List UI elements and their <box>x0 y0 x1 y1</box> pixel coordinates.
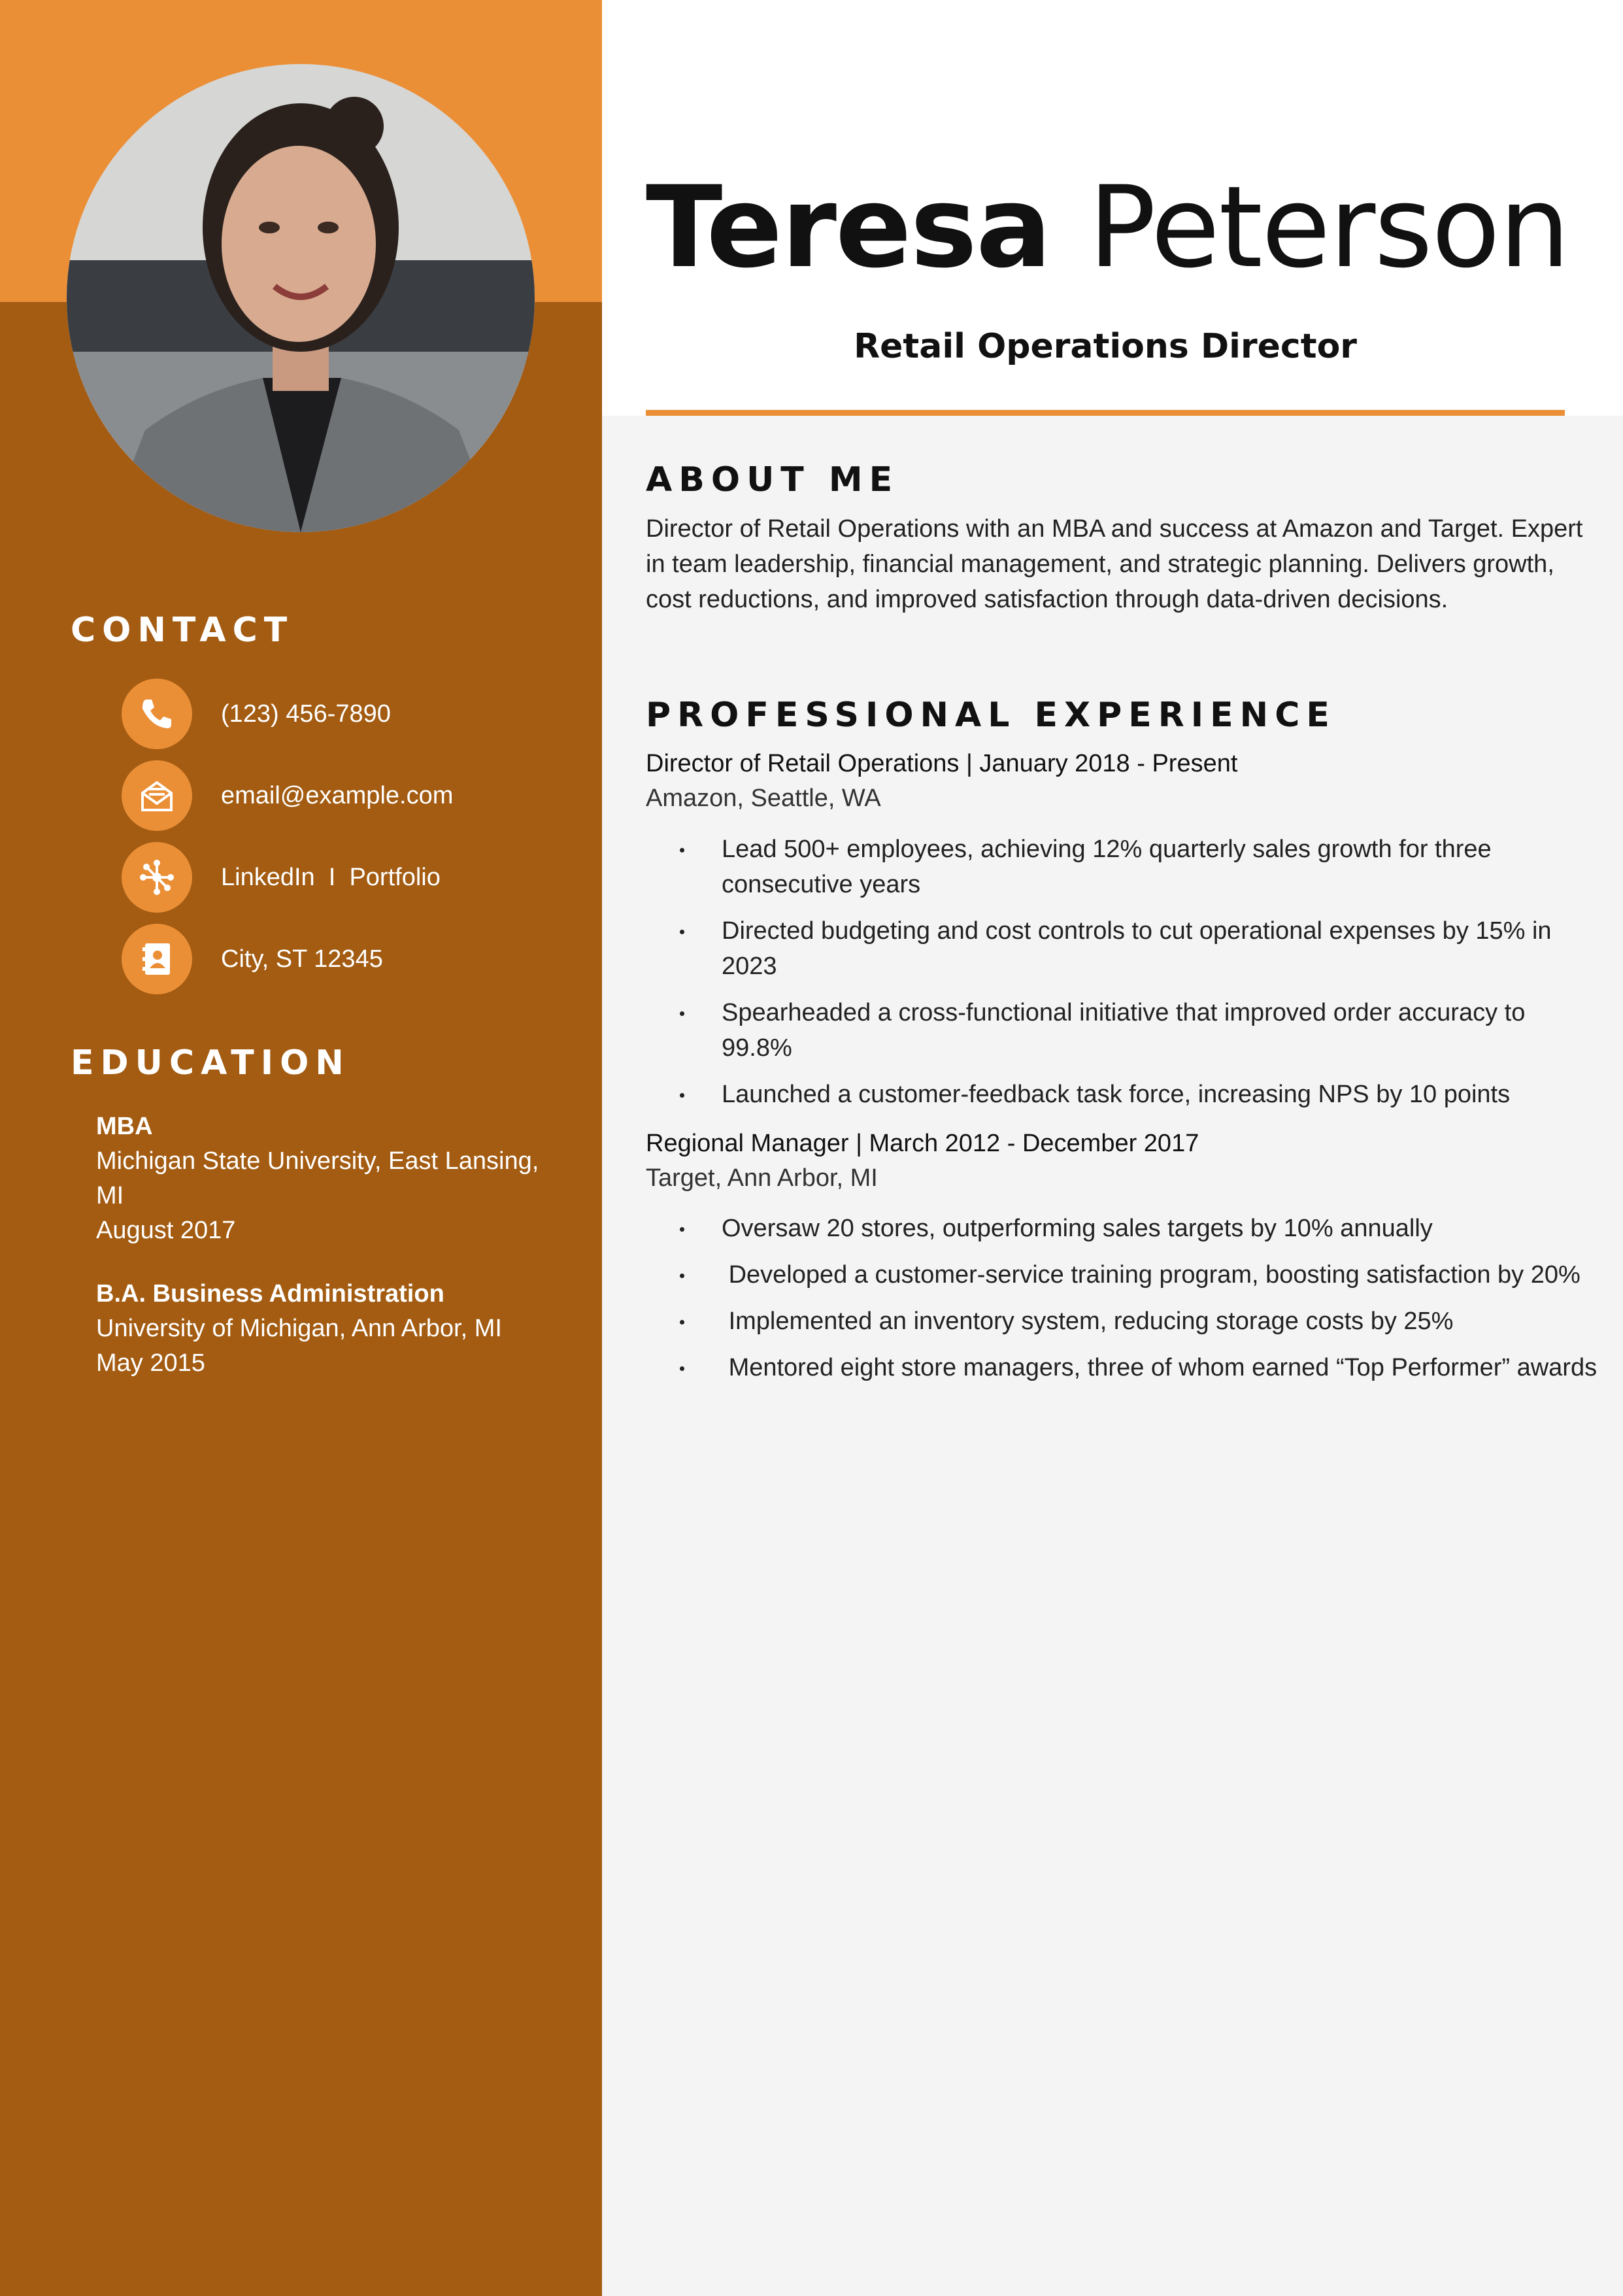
email-icon <box>122 760 192 831</box>
bullet-dot <box>680 930 684 934</box>
candidate-name <box>646 161 1569 293</box>
education-entry <box>96 1277 567 1381</box>
bullet-dot <box>680 1011 684 1016</box>
job-bullets <box>680 1211 1601 1396</box>
contact-email <box>122 760 453 831</box>
bullet-item <box>680 832 1601 902</box>
address-book-icon <box>122 924 192 994</box>
job-place: Amazon, Seattle, WA <box>646 785 881 812</box>
bullet-item <box>680 1211 1601 1246</box>
job-title-line: Regional Manager | March 2012 - December 2017 <box>646 1130 1199 1157</box>
about-heading: ABOUT ME <box>646 460 899 499</box>
bullet-item <box>680 995 1601 1066</box>
bullet-dot <box>680 1227 684 1232</box>
bullet-text: Lead 500+ employees, achieving 12% quarterly sales growth for three consecutive years <box>722 836 1492 898</box>
education-degree: MBA <box>96 1113 153 1140</box>
education-school: Michigan State University, East Lansing, MI <box>96 1147 539 1209</box>
bullet-item <box>680 1257 1601 1292</box>
bullet-dot <box>680 1093 684 1098</box>
profile-photo <box>67 64 535 532</box>
last-name: Peterson <box>1088 161 1569 293</box>
profile-photo-illustration <box>67 64 535 532</box>
education-school: University of Michigan, Ann Arbor, MI <box>96 1315 502 1342</box>
bullet-dot <box>680 1320 684 1325</box>
contact-email-text[interactable]: email@example.com <box>221 781 454 809</box>
bullet-item <box>680 913 1601 984</box>
bullet-dot <box>680 1366 684 1371</box>
bullet-dot <box>680 1274 684 1278</box>
education-heading: EDUCATION <box>71 1043 350 1083</box>
contact-heading: CONTACT <box>71 611 294 650</box>
contact-links-text[interactable]: LinkedIn I Portfolio <box>221 863 441 891</box>
phone-icon <box>122 679 192 749</box>
experience-heading: PROFESSIONAL EXPERIENCE <box>646 696 1336 735</box>
contact-phone <box>122 679 391 749</box>
contact-links <box>122 842 441 913</box>
bullet-item <box>680 1077 1601 1112</box>
education-date: August 2017 <box>96 1217 236 1244</box>
education-date: May 2015 <box>96 1349 205 1377</box>
contact-phone-text[interactable]: (123) 456-7890 <box>221 700 391 728</box>
job-title: Retail Operations Director <box>854 327 1357 366</box>
contact-address-text: City, ST 12345 <box>221 945 383 973</box>
bullet-text: Spearheaded a cross-functional initiative that improved order accuracy to 99.8% <box>722 999 1526 1062</box>
first-name: Teresa <box>646 161 1051 293</box>
education-degree: B.A. Business Administration <box>96 1280 444 1308</box>
header-divider <box>646 410 1565 416</box>
bullet-text: Developed a customer-service training program, boosting satisfaction by 20% <box>722 1261 1581 1289</box>
about-text: Director of Retail Operations with an MBA and success at Amazon and Target. Expert in team leadership, financial management, and strategic planning. Delivers growth, cost reductions, and improved satisfaction through data-driven decisions. <box>646 515 1583 613</box>
job-title-line: Director of Retail Operations | January 2018 - Present <box>646 750 1238 777</box>
job-bullets <box>680 832 1601 1123</box>
network-icon <box>122 842 192 913</box>
bullet-text: Implemented an inventory system, reducing storage costs by 25% <box>722 1308 1454 1335</box>
education-entry <box>96 1109 567 1248</box>
job-place: Target, Ann Arbor, MI <box>646 1164 878 1192</box>
bullet-item <box>680 1304 1601 1339</box>
bullet-item <box>680 1350 1601 1385</box>
bullet-dot <box>680 848 684 853</box>
bullet-text: Directed budgeting and cost controls to cut operational expenses by 15% in 2023 <box>722 917 1552 980</box>
bullet-text: Oversaw 20 stores, outperforming sales targets by 10% annually <box>722 1215 1433 1242</box>
bullet-text: Mentored eight store managers, three of whom earned “Top Performer” awards <box>722 1354 1598 1381</box>
bullet-text: Launched a customer-feedback task force, increasing NPS by 10 points <box>722 1081 1511 1108</box>
contact-address <box>122 924 383 994</box>
